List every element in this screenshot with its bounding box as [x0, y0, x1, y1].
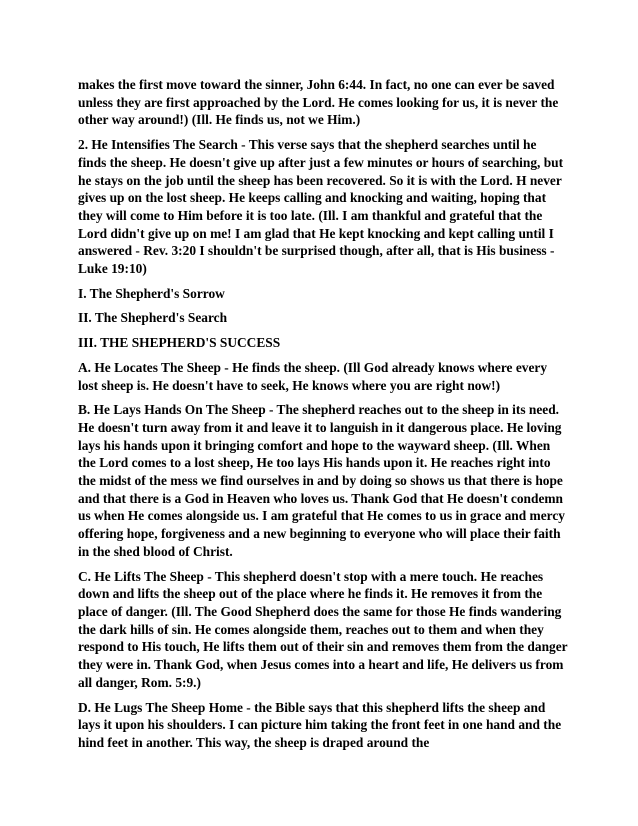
- paragraph-lifts-sheep: C. He Lifts The Sheep - This shepherd doesn't stop with a mere touch. He reaches down and lifts the sheep out of the place where he finds it. He removes it from the place of danger. (Ill. The Good Shepherd does the same for those He finds wandering the dark hills of sin. He comes alongside them, reaches out to them and when they respond to His touch, He lifts them out of their sin and removes them from the danger they were in. Thank God, when Jesus comes into a heart and life, He delivers us from all danger, Rom. 5:9.): [78, 568, 568, 690]
- outline-heading-success: III. THE SHEPHERD'S SUCCESS: [78, 335, 281, 351]
- outline-heading-sorrow: I. The Shepherd's Sorrow: [78, 285, 225, 301]
- paragraph-locates-sheep: A. He Locates The Sheep - He finds the sheep. (Ill God already knows where every lost sheep is. He doesn't have to seek, He knows where you are right now!): [78, 359, 548, 393]
- paragraph-intensifies-search: 2. He Intensifies The Search - This verse says that the shepherd searches until he finds the sheep. He doesn't give up after just a few minutes or hours of searching, but he stays on the job until the sheep has been recovered. So it is with the Lord. H never gives up on the lost sheep. He keeps calling and knocking and waiting, hoping that they will come to Him before it is too late. (Ill. I am thankful and grateful that the Lord didn't give up on me! I am glad that He kept knocking and kept calling until I answered - Rev. 3:20 I shouldn't be surprised though, after all, that is His business - Luke 19:10): [78, 137, 564, 277]
- paragraph-lugs-sheep-home: D. He Lugs The Sheep Home - the Bible says that this shepherd lifts the sheep and lays it upon his shoulders. I can picture him taking the front feet in one hand and the hind feet in another. This way, the sheep is draped around the: [78, 699, 562, 750]
- paragraph-continuation: makes the first move toward the sinner, John 6:44. In fact, no one can ever be saved unless they are first approached by the Lord. He comes looking for us, it is never the other way around!) (Ill. He finds us, not we Him.): [78, 77, 559, 128]
- document-body: [78, 76, 568, 759]
- outline-heading-search: II. The Shepherd's Search: [78, 310, 228, 326]
- paragraph-lays-hands: B. He Lays Hands On The Sheep - The shepherd reaches out to the sheep in its need. He doesn't turn away from it and leave it to languish in it dangerous place. He loving lays his hands upon it bringing comfort and hope to the wayward sheep. (Ill. When the Lord comes to a lost sheep, He too lays His hands upon it. He reaches right into the midst of the mess we find ourselves in and by doing so shows us that there is hope and that there is a God in Heaven who loves us. Thank God that He doesn't condemn us when He comes alongside us. I am grateful that He comes to us in grace and mercy offering hope, forgiveness and a new beginning to everyone who will place their faith in the shed blood of Christ.: [78, 402, 565, 559]
